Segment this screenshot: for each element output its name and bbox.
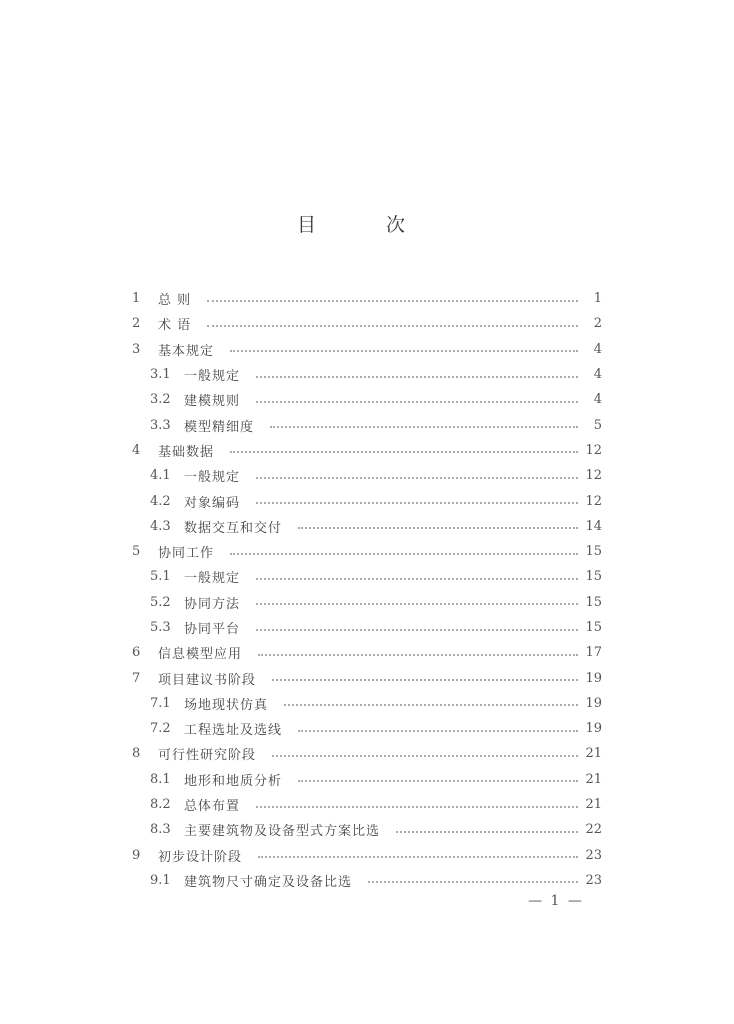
toc-entry-title: 数据交互和交付 (184, 520, 283, 536)
toc-entry-page: 4 (593, 392, 602, 408)
toc-entry[interactable] (132, 868, 602, 893)
toc-entry-title: 项目建议书阶段 (158, 672, 257, 688)
toc-entry-title: 建模规则 (184, 394, 241, 410)
toc-entry-title: 信息模型应用 (158, 647, 243, 663)
toc-entry[interactable] (132, 311, 602, 336)
toc-entry-number: 7 (132, 670, 141, 686)
toc-entry[interactable] (132, 792, 602, 817)
toc-entry-page: 21 (585, 771, 602, 787)
toc-entry-number: 4 (132, 442, 141, 458)
dot-leader (207, 300, 578, 302)
toc-entry-page: 5 (593, 417, 602, 433)
toc-entry[interactable] (132, 337, 602, 362)
toc-entry-title: 基本规定 (158, 343, 215, 359)
toc-entry[interactable] (132, 716, 602, 741)
toc-entry-number: 5.1 (150, 569, 171, 585)
toc-entry-title: 协同平台 (184, 622, 241, 637)
dot-leader (270, 426, 578, 428)
dot-leader (256, 401, 578, 403)
toc-entry-number: 9.1 (150, 872, 171, 888)
dot-leader (256, 376, 578, 378)
toc-entry-page: 21 (585, 746, 602, 762)
dot-leader (256, 578, 578, 580)
toc-entry-title: 建筑物尺寸确定及设备比选 (184, 874, 353, 890)
toc-entry-page: 15 (585, 620, 602, 635)
toc-entry[interactable] (132, 362, 602, 387)
dot-leader (256, 629, 578, 631)
toc-entry[interactable] (132, 590, 602, 615)
toc-entry[interactable] (132, 412, 602, 437)
page-title: 目 次 (296, 214, 438, 236)
toc-entry[interactable] (132, 615, 602, 640)
dot-leader (258, 856, 578, 858)
toc-entry-title: 基础数据 (158, 444, 215, 460)
toc-entry-page: 14 (585, 518, 602, 534)
toc-entry-page: 1 (593, 291, 602, 307)
dot-leader (207, 325, 578, 327)
toc-entry-number: 4.2 (150, 493, 171, 509)
toc-entry-title: 一般规定 (184, 369, 241, 385)
toc-entry-number: 6 (132, 645, 141, 661)
toc-entry[interactable] (132, 564, 602, 589)
toc-entry-page: 23 (585, 872, 602, 888)
toc-entry[interactable] (132, 843, 602, 868)
toc-entry[interactable] (132, 387, 602, 412)
toc-entry[interactable] (132, 514, 602, 539)
toc-entry-number: 8.2 (150, 797, 171, 813)
toc-entry-page: 2 (593, 316, 602, 332)
dot-leader (230, 553, 578, 555)
toc-entry-page: 12 (585, 493, 602, 509)
table-of-contents (132, 286, 602, 893)
toc-entry-title: 协同工作 (158, 546, 215, 562)
dot-leader (298, 527, 578, 529)
dot-leader (298, 730, 578, 732)
toc-entry[interactable] (132, 640, 602, 665)
toc-entry-page: 19 (585, 695, 602, 711)
toc-entry-number: 3.2 (150, 392, 171, 408)
toc-entry[interactable] (132, 665, 602, 690)
dot-leader (272, 679, 578, 681)
toc-entry-title: 总 则 (158, 293, 192, 309)
toc-entry-number: 7.2 (150, 721, 171, 737)
toc-entry-title: 地形和地质分析 (184, 773, 283, 789)
toc-entry-page: 12 (585, 442, 602, 458)
toc-entry-page: 17 (585, 645, 602, 661)
toc-entry-page: 23 (585, 847, 602, 863)
toc-entry-page: 19 (585, 670, 602, 686)
toc-entry-number: 4.3 (150, 518, 171, 534)
toc-entry[interactable] (132, 438, 602, 463)
dot-leader (396, 831, 578, 833)
toc-entry-page: 4 (593, 367, 602, 383)
dot-leader (256, 477, 578, 479)
dot-leader (230, 451, 578, 453)
toc-entry-title: 主要建筑物及设备型式方案比选 (184, 824, 381, 840)
toc-entry-number: 5 (132, 544, 141, 560)
dot-leader (272, 755, 578, 757)
toc-entry[interactable] (132, 463, 602, 488)
toc-entry-number: 7.1 (150, 695, 171, 711)
toc-entry-page: 19 (585, 721, 602, 737)
dot-leader (256, 502, 578, 504)
toc-entry-title: 模型精细度 (184, 419, 255, 435)
dot-leader (298, 780, 578, 782)
toc-entry-page: 12 (585, 468, 602, 484)
toc-entry[interactable] (132, 691, 602, 716)
toc-entry-page: 4 (593, 341, 602, 357)
dot-leader (256, 603, 578, 605)
toc-entry-page: 15 (585, 544, 602, 560)
toc-entry-number: 3.1 (150, 367, 171, 383)
toc-entry-number: 3.3 (150, 417, 171, 433)
toc-entry-page: 15 (585, 594, 602, 610)
toc-entry-title: 初步设计阶段 (158, 849, 243, 865)
toc-entry-title: 总体布置 (184, 799, 241, 815)
toc-entry-page: 22 (585, 822, 602, 838)
toc-entry-number: 8.1 (150, 771, 171, 787)
toc-entry[interactable] (132, 286, 602, 311)
toc-entry-number: 5.2 (150, 594, 171, 610)
toc-entry-title: 场地现状仿真 (184, 697, 269, 713)
toc-entry-number: 4.1 (150, 468, 171, 484)
toc-entry-title: 对象编码 (184, 495, 241, 511)
toc-entry-page: 21 (585, 797, 602, 813)
toc-entry-title: 工程选址及选线 (184, 723, 283, 739)
toc-entry-title: 可行性研究阶段 (158, 748, 257, 764)
toc-entry-number: 9 (132, 847, 141, 863)
toc-entry[interactable] (132, 817, 602, 842)
toc-entry-title: 一般规定 (184, 470, 241, 486)
toc-entry-number: 2 (132, 316, 141, 332)
toc-entry-number: 1 (132, 291, 141, 307)
dot-leader (284, 704, 578, 706)
toc-entry[interactable] (132, 767, 602, 792)
toc-entry[interactable] (132, 488, 602, 513)
toc-entry-title: 术 语 (158, 318, 192, 334)
dot-leader (256, 806, 578, 808)
toc-entry[interactable] (132, 741, 602, 766)
toc-entry-title: 协同方法 (184, 596, 241, 612)
toc-entry-number: 3 (132, 341, 141, 357)
toc-entry[interactable] (132, 539, 602, 564)
page-number-footer: — 1 — (528, 893, 584, 909)
toc-entry-title: 一般规定 (184, 571, 241, 587)
toc-entry-number: 5.3 (150, 620, 171, 635)
dot-leader (230, 350, 578, 352)
toc-entry-number: 8 (132, 746, 141, 762)
toc-entry-page: 15 (585, 569, 602, 585)
dot-leader (368, 881, 578, 883)
toc-entry-number: 8.3 (150, 822, 171, 838)
dot-leader (258, 654, 578, 656)
